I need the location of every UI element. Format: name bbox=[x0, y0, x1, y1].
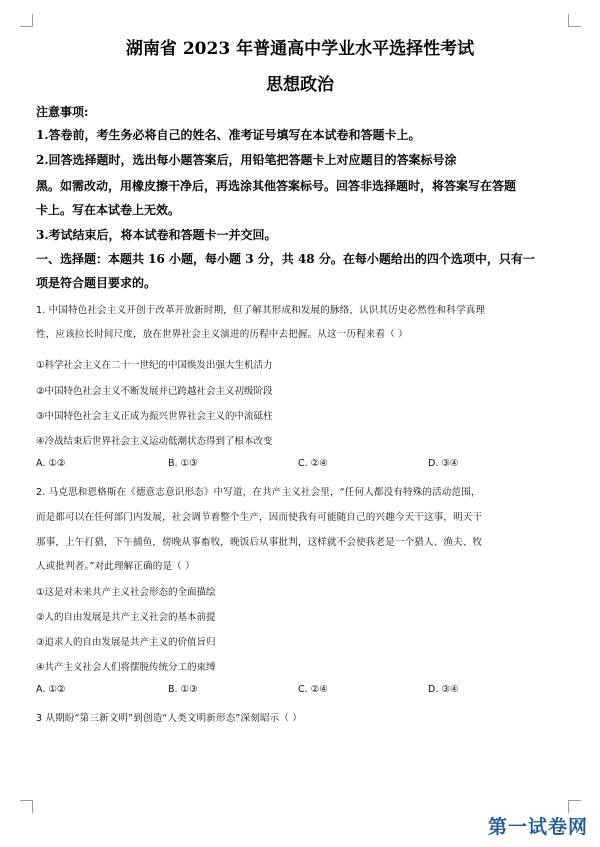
answer-choice-d: D. ③④ bbox=[428, 684, 459, 695]
question-option: ③中国特色社会主义正成为振兴世界社会主义的中流砥柱 bbox=[36, 411, 273, 422]
question-stem: 1. 中国特色社会主义开创于改革开放新时期，但了解其形成和发展的脉络，认识其历史必然性和科学真理 bbox=[36, 305, 486, 316]
notice-line: 1.答卷前，考生务必将自己的姓名、准考证号填写在本试卷和答题卡上。 bbox=[36, 128, 421, 142]
notice-line: 黑。如需改动，用橡皮擦干净后，再选涂其他答案标号。回答非选择题时，将答案写在答题 bbox=[36, 179, 517, 193]
question-option: ①这是对未来共产主义社会形态的全面描绘 bbox=[36, 587, 216, 598]
notice-line: 卡上。写在本试卷上无效。 bbox=[36, 203, 181, 217]
notice-heading: 注意事项: bbox=[36, 105, 89, 119]
question-stem: 2. 马克思和恩格斯在《德意志意识形态》中写道，在共产主义社会里，“任何人都没有特殊的活动范围， bbox=[36, 487, 481, 498]
section-instruction: 一、选择题：本题共 16 小题，每小题 3 分，共 48 分。在每小题给出的四个选项中，只有一 bbox=[36, 252, 535, 266]
answer-choice-a: A. ①② bbox=[36, 684, 66, 695]
answer-choice-d: D. ③④ bbox=[428, 458, 459, 469]
answer-choice-c: C. ②④ bbox=[298, 458, 328, 469]
answer-choice-b: B. ①③ bbox=[168, 458, 198, 469]
question-option: ①科学社会主义在二十一世纪的中国焕发出强大生机活力 bbox=[36, 360, 273, 371]
question-option: ②中国特色社会主义不断发展并已跨越社会主义初级阶段 bbox=[36, 386, 273, 397]
answer-choice-b: B. ①③ bbox=[168, 684, 198, 695]
site-watermark: 第一试卷网 bbox=[488, 816, 589, 838]
crop-mark-top-left bbox=[20, 14, 33, 27]
crop-mark-bottom-left bbox=[20, 800, 33, 813]
question-option: ③追求人的自由发展是共产主义的价值旨归 bbox=[36, 637, 216, 648]
answer-choice-c: C. ②④ bbox=[298, 684, 328, 695]
exam-title: 湖南省 2023 年普通高中学业水平选择性考试 bbox=[125, 39, 475, 59]
answer-choice-a: A. ①② bbox=[36, 458, 66, 469]
notice-line: 3.考试结束后，将本试卷和答题卡一并交回。 bbox=[36, 228, 277, 242]
question-stem: 而是都可以在任何部门内发展，社会调节着整个生产，因而使我有可能随自己的兴趣今天干这事，明天干 bbox=[36, 512, 483, 523]
question-stem: 3 从期盼“第三新文明”到创造“人类文明新形态”深刻昭示（ ） bbox=[36, 713, 302, 724]
question-stem: 性，应该拉长时间尺度，放在世界社会主义演进的历程中去把握。从这一历程来看（ ） bbox=[36, 329, 408, 340]
crop-mark-top-right bbox=[568, 14, 581, 27]
subject-title: 思想政治 bbox=[266, 75, 334, 95]
question-option: ④共产主义社会人们将摆脱传统分工的束缚 bbox=[36, 662, 216, 673]
question-option: ②人的自由发展是共产主义社会的基本前提 bbox=[36, 612, 216, 623]
question-option: ④冷战结束后世界社会主义运动低潮状态得到了根本改变 bbox=[36, 436, 273, 447]
section-instruction: 项是符合题目要求的。 bbox=[36, 276, 157, 290]
notice-line: 2.回答选择题时，选出每小题答案后，用铅笔把答题卡上对应题目的答案标号涂 bbox=[36, 153, 457, 167]
question-stem: 那事，上午打猎，下午捕鱼，傍晚从事畜牧，晚饭后从事批判，这样就不会使我老是一个猎人、渔夫、牧 bbox=[36, 537, 483, 548]
question-stem: 人或批判者。”对此理解正确的是（ ） bbox=[36, 561, 195, 572]
